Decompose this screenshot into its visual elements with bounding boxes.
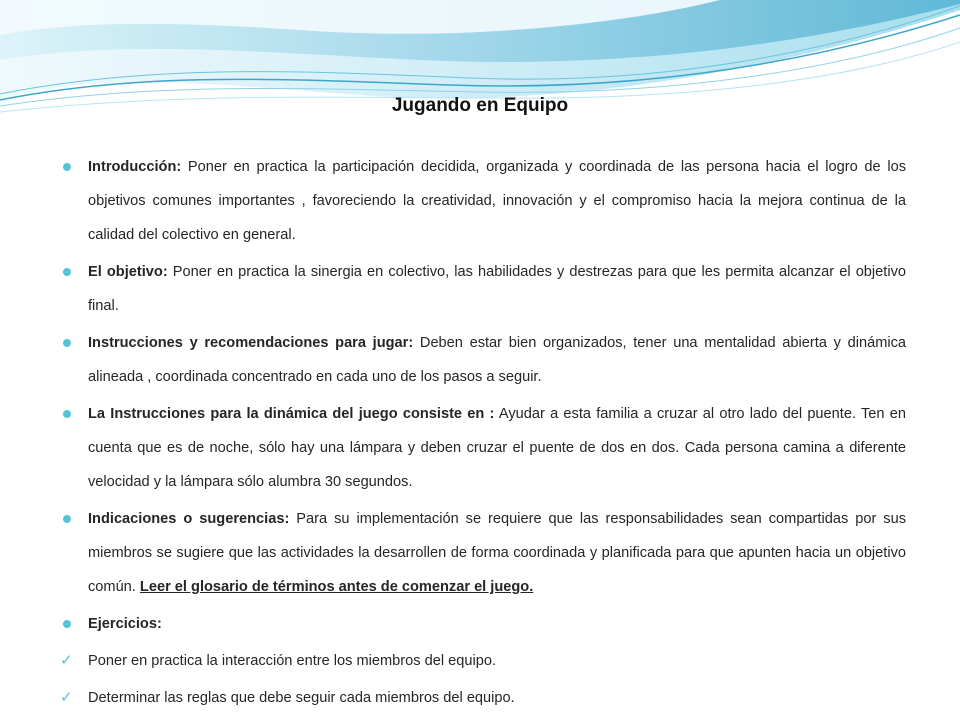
item-text: Poner en practica la sinergia en colectivo, las habilidades y destrezas para que les permita alcanzar el objetivo final. xyxy=(88,264,906,314)
item-text: Deben estar bien organizados, tener una mentalidad abierta y dinámica alineada , coordinada concentrado en cada uno de los pasos a seguir. xyxy=(88,335,907,385)
list-item-introduccion xyxy=(60,150,906,252)
item-label: Indicaciones o sugerencias: xyxy=(88,511,290,527)
checkmark-icon: ✓ xyxy=(60,689,73,706)
list-item-indicaciones xyxy=(60,502,906,604)
item-text: Poner en practica la participación decidida, organizada y coordinada de las persona hacia el logro de los objetivos comunes importantes , favoreciendo la creatividad, innovación y el compromiso hacia la mejora continua de la calidad del colectivo en general. xyxy=(88,159,906,243)
list-item-instrucciones xyxy=(60,326,906,394)
bullet-icon xyxy=(63,163,71,171)
item-label: El objetivo: xyxy=(88,264,168,280)
list-item-objetivo xyxy=(60,255,906,323)
check-text: Determinar las reglas que debe seguir cada miembros del equipo. xyxy=(88,690,515,706)
content-list xyxy=(60,150,906,718)
item-label: Instrucciones y recomendaciones para jugar: xyxy=(88,335,414,351)
item-label: La Instrucciones para la dinámica del juego consiste en : xyxy=(88,406,495,422)
bullet-icon xyxy=(63,268,71,276)
check-text: Poner en practica la interacción entre los miembros del equipo. xyxy=(88,653,497,669)
check-item xyxy=(60,644,906,678)
checkmark-icon: ✓ xyxy=(60,652,73,669)
item-label: Introducción: xyxy=(88,159,182,175)
list-item-dinamica xyxy=(60,397,906,499)
item-text: Ayudar a esta familia a cruzar al otro lado del puente. Ten en cuenta que es de noche, sólo hay una lámpara y deben cruzar el puente de dos en dos. Cada persona camina a diferente velocidad y la lámpara sólo alumbra 30 segundos. xyxy=(88,406,906,490)
item-label: Ejercicios: xyxy=(88,616,162,632)
bullet-icon xyxy=(63,339,71,347)
bullet-icon xyxy=(63,620,71,628)
check-item xyxy=(60,681,906,715)
bullet-icon xyxy=(63,515,71,523)
glosario-link[interactable]: Leer el glosario de términos antes de comenzar el juego. xyxy=(139,579,534,595)
list-item-ejercicios xyxy=(60,607,906,641)
page-title: Jugando en Equipo xyxy=(391,95,569,116)
bullet-icon xyxy=(63,410,71,418)
item-text: Para su implementación se requiere que las responsabilidades sean compartidas por sus miembros se sugiere que las actividades la desarrollen de forma coordinada y planificada para que apunten hacia un objetivo común. xyxy=(88,511,906,595)
